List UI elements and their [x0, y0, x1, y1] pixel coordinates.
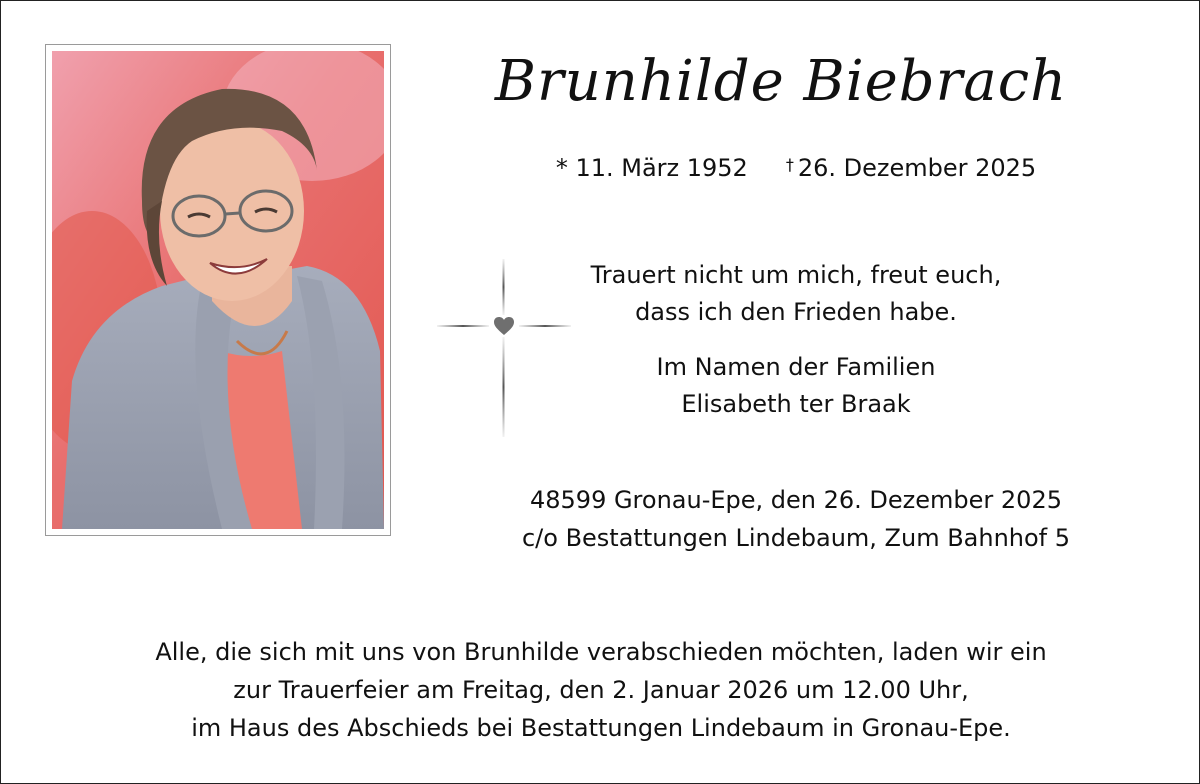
portrait-photo [52, 51, 384, 529]
family-line: Im Namen der Familien [656, 353, 936, 381]
death-date: 26. Dezember 2025 [797, 154, 1037, 182]
address-line: 48599 Gronau-Epe, den 26. Dezember 2025 [529, 486, 1062, 514]
life-dates [471, 154, 1121, 182]
death-dagger: † [785, 155, 794, 174]
invitation-line: im Haus des Abschieds bei Bestattungen Lindebaum in Gronau-Epe. [191, 714, 1011, 742]
deceased-name: Brunhilde Biebrach [494, 49, 1068, 114]
invitation-line: zur Trauerfeier am Freitag, den 2. Januar 2026 um 12.00 Uhr, [233, 676, 969, 704]
portrait-frame [45, 44, 391, 536]
funeral-invitation [61, 633, 1141, 747]
family-line: Elisabeth ter Braak [681, 390, 911, 418]
address-block [471, 481, 1121, 557]
memorial-quote [521, 257, 1071, 331]
quote-line: dass ich den Frieden habe. [635, 298, 957, 326]
address-line: c/o Bestattungen Lindebaum, Zum Bahnhof 5 [521, 524, 1071, 552]
quote-line: Trauert nicht um mich, freut euch, [590, 261, 1002, 289]
family-signature [521, 349, 1071, 423]
invitation-line: Alle, die sich mit uns von Brunhilde verabschieden möchten, laden wir ein [155, 638, 1047, 666]
birth-date: * 11. März 1952 [555, 154, 748, 182]
